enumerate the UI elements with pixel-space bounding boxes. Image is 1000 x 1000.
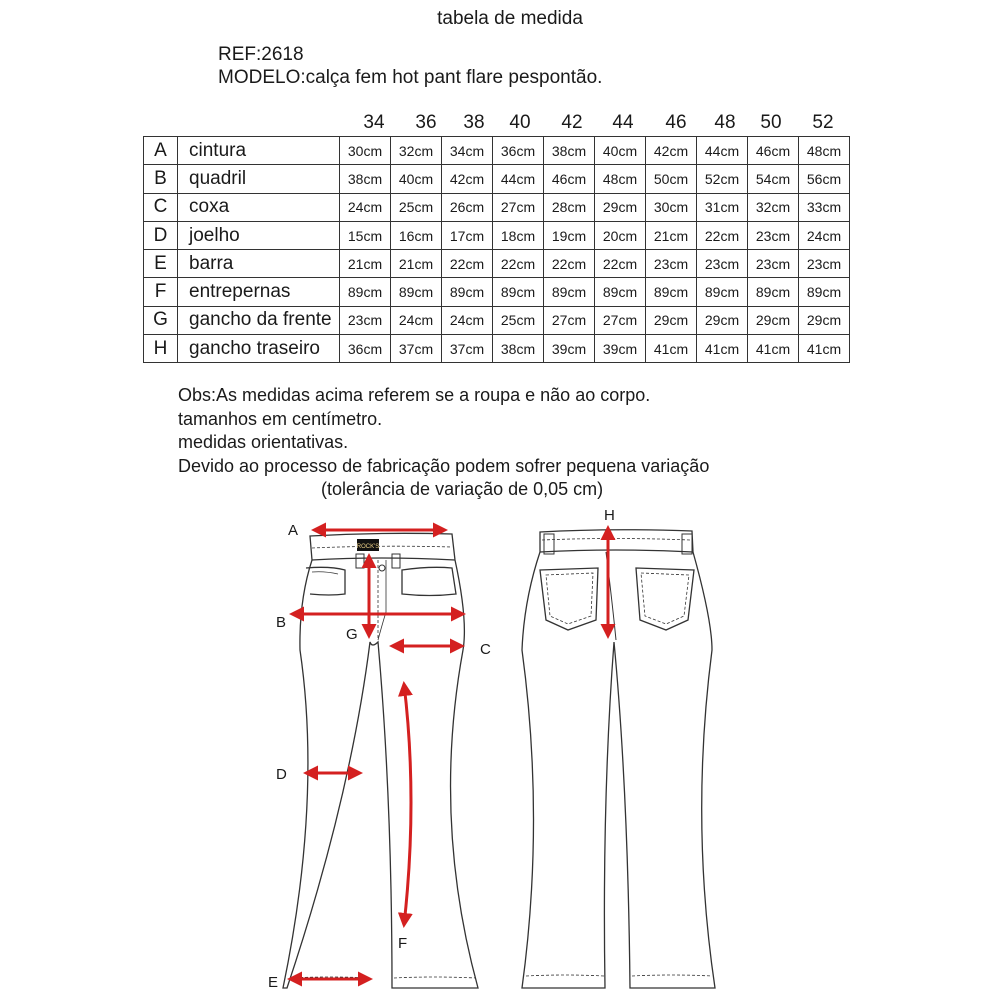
diagram-label-b: B <box>276 614 287 631</box>
model-description: MODELO:calça fem hot pant flare pespontão. <box>218 67 603 88</box>
row-measure-name: gancho da frente <box>178 306 340 334</box>
diagram-label-e: E <box>268 974 279 991</box>
table-cell: 21cm <box>391 250 442 278</box>
table-cell: 16cm <box>391 221 442 249</box>
table-cell: 29cm <box>646 306 697 334</box>
size-label: 50 <box>760 112 782 133</box>
size-label: 44 <box>612 112 634 133</box>
table-cell: 27cm <box>493 193 544 221</box>
table-cell: 48cm <box>595 165 646 193</box>
note-line: Obs:As medidas acima referem se a roupa e não ao corpo. <box>178 385 651 405</box>
table-cell: 89cm <box>697 278 748 306</box>
table-cell: 22cm <box>595 250 646 278</box>
size-label: 48 <box>714 112 736 133</box>
table-cell: 21cm <box>646 221 697 249</box>
table-cell: 56cm <box>799 165 850 193</box>
table-cell: 24cm <box>799 221 850 249</box>
note-line: Devido ao processo de fabricação podem sofrer pequena variação <box>178 455 710 476</box>
table-cell: 44cm <box>697 137 748 165</box>
table-cell: 29cm <box>799 306 850 334</box>
table-cell: 30cm <box>646 193 697 221</box>
table-cell: 39cm <box>544 335 595 363</box>
diagram-label-d: D <box>276 766 287 783</box>
row-letter: E <box>144 250 178 278</box>
table-cell: 17cm <box>442 221 493 249</box>
table-cell: 15cm <box>340 221 391 249</box>
size-label: 46 <box>665 112 687 133</box>
table-cell: 42cm <box>646 137 697 165</box>
size-label: 36 <box>415 112 437 133</box>
diagram-label-c: C <box>480 641 491 658</box>
tolerance-note: (tolerância de variação de 0,05 cm) <box>321 479 604 499</box>
table-cell: 25cm <box>493 306 544 334</box>
table-cell: 23cm <box>697 250 748 278</box>
table-cell: 89cm <box>340 278 391 306</box>
table-cell: 27cm <box>544 306 595 334</box>
table-cell: 22cm <box>493 250 544 278</box>
table-cell: 19cm <box>544 221 595 249</box>
brand-label: ROCK'S <box>356 544 380 550</box>
button-icon <box>379 565 385 571</box>
page-title: tabela de medida <box>437 8 583 29</box>
row-measure-name: joelho <box>178 221 340 249</box>
table-cell: 21cm <box>340 250 391 278</box>
table-cell: 89cm <box>544 278 595 306</box>
table-cell: 22cm <box>442 250 493 278</box>
table-cell: 52cm <box>697 165 748 193</box>
table-cell: 18cm <box>493 221 544 249</box>
table-cell: 41cm <box>799 335 850 363</box>
table-cell: 42cm <box>442 165 493 193</box>
table-cell: 38cm <box>340 165 391 193</box>
table-cell: 40cm <box>391 165 442 193</box>
table-cell: 89cm <box>391 278 442 306</box>
table-cell: 23cm <box>646 250 697 278</box>
table-cell: 23cm <box>748 250 799 278</box>
row-letter: G <box>144 306 178 334</box>
table-cell: 36cm <box>493 137 544 165</box>
table-cell: 46cm <box>748 137 799 165</box>
row-letter: B <box>144 165 178 193</box>
table-cell: 89cm <box>646 278 697 306</box>
table-cell: 89cm <box>442 278 493 306</box>
table-cell: 41cm <box>646 335 697 363</box>
table-cell: 37cm <box>442 335 493 363</box>
table-cell: 38cm <box>544 137 595 165</box>
table-cell: 23cm <box>748 221 799 249</box>
table-cell: 33cm <box>799 193 850 221</box>
table-cell: 89cm <box>595 278 646 306</box>
table-cell: 22cm <box>544 250 595 278</box>
row-measure-name: entrepernas <box>178 278 340 306</box>
table-cell: 41cm <box>748 335 799 363</box>
table-cell: 23cm <box>799 250 850 278</box>
table-cell: 28cm <box>544 193 595 221</box>
table-cell: 20cm <box>595 221 646 249</box>
size-label: 40 <box>509 112 531 133</box>
table-cell: 89cm <box>748 278 799 306</box>
table-cell: 36cm <box>340 335 391 363</box>
table-cell: 89cm <box>799 278 850 306</box>
table-cell: 34cm <box>442 137 493 165</box>
table-cell: 22cm <box>697 221 748 249</box>
diagram-label-g: G <box>346 626 358 643</box>
table-cell: 32cm <box>748 193 799 221</box>
table-cell: 24cm <box>391 306 442 334</box>
note-line: medidas orientativas. <box>178 432 349 452</box>
size-label: 52 <box>812 112 834 133</box>
size-label: 38 <box>463 112 485 133</box>
row-letter: D <box>144 221 178 249</box>
table-cell: 44cm <box>493 165 544 193</box>
table-cell: 24cm <box>442 306 493 334</box>
table-cell: 24cm <box>340 193 391 221</box>
row-measure-name: cintura <box>178 137 340 165</box>
table-cell: 25cm <box>391 193 442 221</box>
table-cell: 48cm <box>799 137 850 165</box>
size-label: 34 <box>363 112 385 133</box>
table-cell: 29cm <box>748 306 799 334</box>
row-letter: A <box>144 137 178 165</box>
table-cell: 29cm <box>697 306 748 334</box>
diagram-label-f: F <box>398 935 408 952</box>
row-measure-name: barra <box>178 250 340 278</box>
size-label: 42 <box>561 112 583 133</box>
table-cell: 39cm <box>595 335 646 363</box>
row-measure-name: gancho traseiro <box>178 335 340 363</box>
note-line: tamanhos em centímetro. <box>178 408 383 429</box>
table-cell: 54cm <box>748 165 799 193</box>
table-cell: 50cm <box>646 165 697 193</box>
row-measure-name: quadril <box>178 165 340 193</box>
back-view <box>522 530 715 988</box>
table-cell: 26cm <box>442 193 493 221</box>
table-cell: 23cm <box>340 306 391 334</box>
table-cell: 46cm <box>544 165 595 193</box>
table-cell: 29cm <box>595 193 646 221</box>
table-cell: 27cm <box>595 306 646 334</box>
diagram-label-h: H <box>604 507 615 524</box>
reference-code: REF:2618 <box>218 44 304 65</box>
table-cell: 37cm <box>391 335 442 363</box>
row-letter: F <box>144 278 178 306</box>
table-cell: 31cm <box>697 193 748 221</box>
diagram-label-a: A <box>288 522 299 539</box>
table-cell: 30cm <box>340 137 391 165</box>
table-cell: 40cm <box>595 137 646 165</box>
arrow-f <box>404 684 411 925</box>
row-letter: C <box>144 193 178 221</box>
table-cell: 32cm <box>391 137 442 165</box>
table-cell: 38cm <box>493 335 544 363</box>
front-view <box>283 533 478 988</box>
row-measure-name: coxa <box>178 193 340 221</box>
row-letter: H <box>144 335 178 363</box>
table-cell: 89cm <box>493 278 544 306</box>
front-outline <box>283 533 478 988</box>
table-cell: 41cm <box>697 335 748 363</box>
measurement-arrows <box>290 528 608 979</box>
